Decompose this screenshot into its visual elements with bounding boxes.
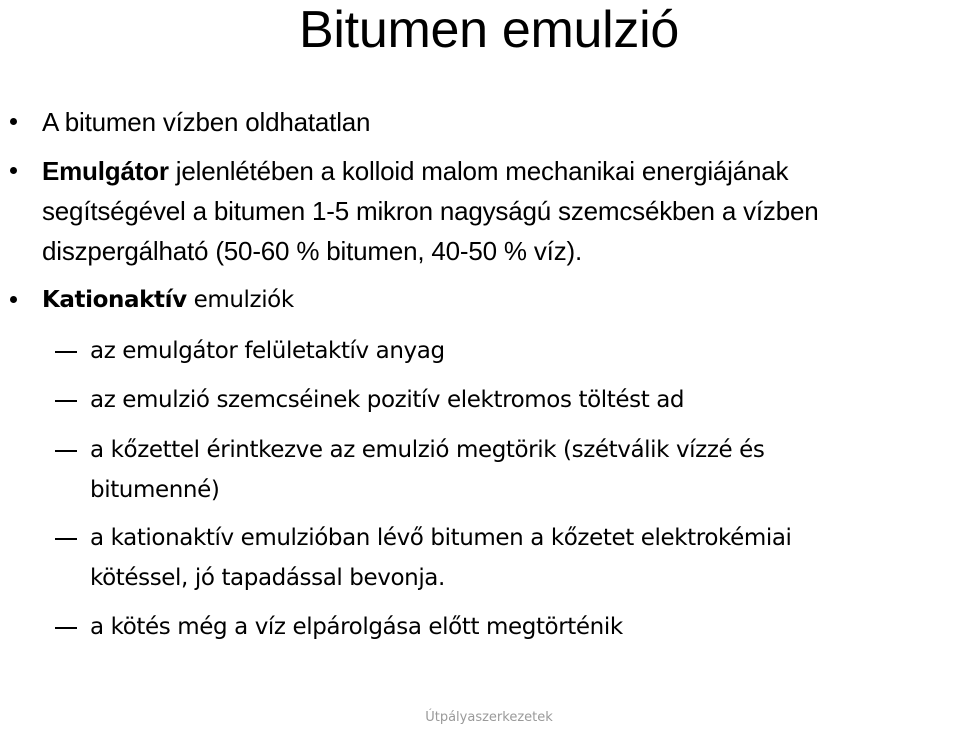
slide-title: Bitumen emulzió — [299, 1, 679, 59]
bullet-text: A bitumen vízben oldhatatlan — [42, 107, 371, 137]
dash-icon — [55, 400, 77, 402]
bullet-text-line — [42, 152, 952, 190]
sub-item-text: a kötés még a víz elpárolgása előtt megtörténik — [90, 614, 623, 640]
sub-item-text: az emulzió szemcséinek pozitív elektromos töltést ad — [90, 387, 685, 413]
bullet-dot-icon — [10, 167, 17, 174]
dash-icon — [55, 450, 77, 452]
bullet-dot-icon — [10, 118, 17, 125]
bold-term: Kationaktív — [42, 287, 187, 313]
bullet-text-rest: emulziók — [186, 287, 294, 313]
bullet-dot-icon — [10, 296, 17, 303]
sub-item-text: a kationaktív emulzióban lévő bitumen a kőzetet elektrokémiai — [90, 525, 792, 551]
bold-term: Emulgátor — [42, 156, 169, 186]
slide-footer: Útpályaszerkezetek — [425, 710, 553, 725]
dash-icon — [55, 351, 77, 353]
sub-item-text: a kőzettel érintkezve az emulzió megtörik (szétválik vízzé és — [90, 437, 765, 463]
bullet-text-rest: jelenlétében a kolloid malom mechanikai energiájának — [168, 156, 789, 186]
bullet-text-line: diszpergálható (50-60 % bitumen, 40-50 % víz). — [42, 236, 582, 266]
sub-item-text: bitumenné) — [90, 477, 220, 503]
bullet-text-line: segítségével a bitumen 1-5 mikron nagyságú szemcsékben a vízben — [42, 196, 819, 226]
sub-item-text: kötéssel, jó tapadással bevonja. — [90, 565, 445, 591]
dash-icon — [55, 627, 77, 629]
bullet-text-line — [42, 281, 952, 319]
sub-item-text: az emulgátor felületaktív anyag — [90, 338, 445, 364]
dash-icon — [55, 538, 77, 540]
